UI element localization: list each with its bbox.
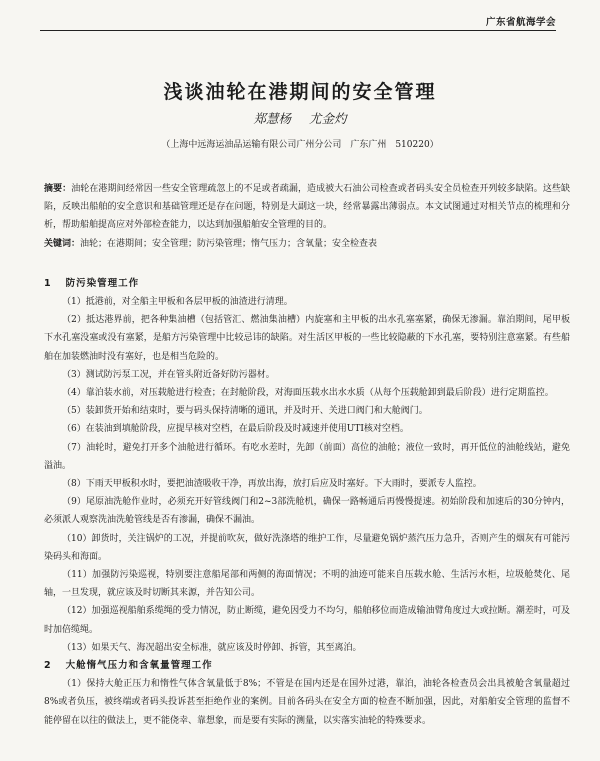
keywords-label: 关键词： bbox=[44, 238, 81, 249]
list-item: （10）卸货时，关注锅炉的工况，并提前吹灰，做好洗涤塔的维护工作，尽量避免锅炉蒸汽压力急升，否则产生的烟灰有可能污染码头和海面。 bbox=[44, 533, 570, 562]
abstract-label: 摘要： bbox=[44, 184, 72, 194]
list-item: （6）在装油到填舱阶段，应提早核对空档，在最后阶段及时减速并使用UTI核对空档。 bbox=[62, 424, 409, 435]
article-title: 浅谈油轮在港期间的安全管理 bbox=[163, 80, 437, 103]
list-item: （2）抵达港界前，把各种集油槽（包括管汇、燃油集油槽）内旋塞和主甲板的出水孔塞塞紧，确保无渗漏。靠泊期间，尾甲板下水孔塞没塞或没有塞紧，是船方污染管理中比较忌讳的缺陷。对生活区甲板的一些比较隐蔽的下水孔塞，要特别注意塞紧。有些船舶在加装燃油时没有塞好，也是相当危险的。 bbox=[44, 315, 570, 362]
section-number: 2 bbox=[44, 660, 52, 672]
authors bbox=[0, 109, 600, 127]
section-title: 大舱惰气压力和含氧量管理工作 bbox=[65, 660, 213, 672]
list-item: （9）尾原油洗舱作业时，必须充开好管线阀门和2~3部洗舱机，确保一路畅通后再慢慢提速。初始阶段和加速后的30分钟内，必须派人观察洗油洗舱管线是否有渗漏，确保不漏油。 bbox=[44, 497, 570, 526]
list-item: （13）如果天气、海况超出安全标准，就应该及时停卸、拆管，其至离泊。 bbox=[62, 642, 362, 653]
section-number: 1 bbox=[44, 277, 52, 289]
list-item: （3）测试防污泵工况，并在管头附近备好防污器材。 bbox=[62, 369, 275, 380]
list-item: （11）加强防污染巡视，特别要注意船尾部和两侧的海面情况；不明的油迹可能来自压载水舱、生活污水柜，垃圾舱焚化、尾轴，一旦发现，就应该及时切断其来源，并告知公司。 bbox=[44, 570, 570, 599]
abstract bbox=[44, 180, 570, 235]
keywords-text: 油轮；在港期间；安全管理；防污染管理；惰气压力；含氧量；安全检查表 bbox=[80, 238, 378, 249]
section-heading bbox=[44, 657, 570, 675]
section-heading bbox=[44, 275, 570, 293]
list-item: （12）加强巡视船舶系缆绳的受力情况，防止断缆，避免因受力不均匀，船舶移位而造成输油臂角度过大或拉断。潮差时，可及时加倍缆绳。 bbox=[44, 606, 570, 635]
author-name: 尤金灼 bbox=[308, 111, 347, 126]
list-item: （8）下雨天甲板积水时，要把油渣吸收干净，再放出海，放打后应及时塞好。下大雨时，要派专人监控。 bbox=[62, 479, 482, 490]
list-item: （4）靠泊装水前，对压载舱进行检查；在封舱阶段，对海面压载水出水水质（从每个压载舱卸到最后阶段）进行定期监控。 bbox=[62, 388, 554, 399]
list-item: （1）保持大舱正压力和惰性气体含氧量低于8%；不管是在国内还是在国外过港，靠泊，油轮各检查员会出具被舱含氧量超过8%或者负压，被终端或者码头投诉甚至拒绝作业的案例。目前各码头在安全方面的检查不断加强，因此，对船舶安全管理的监督不能停留在以往的做法上，更不能侥幸、靠想象，而是要有实际的测量，以实落实油轮的特殊要求。 bbox=[44, 679, 570, 726]
abstract-text: 油轮在港期间经常因一些安全管理疏忽上的不足或者疏漏，造成被大石油公司检查或者码头安全员检查开列较多缺陷。这些缺陷，反映出船舶的安全意识和基础管理还是存在问题，特别是大副这一块，经常暴露出薄弱点。本文试图通过对相关节点的梳理和分析，帮助船舶提高应对外部检查能力，以达到加强船舶安全管理的目的。 bbox=[44, 184, 570, 231]
sections bbox=[44, 275, 570, 730]
header-rule bbox=[40, 30, 556, 31]
list-item: （7）油轮时，避免打开多个油舱进行循环。有吃水差时，先卸（前面）高位的油舱；液位一致时，再开低位的油舱线站，避免溢油。 bbox=[44, 442, 570, 471]
keywords bbox=[44, 235, 570, 253]
affiliation: （上海中远海运油品运输有限公司广州分公司 广东广州 510220） bbox=[161, 140, 439, 150]
list-item: （5）装卸货开始和结束时，要与码头保持清晰的通讯，并及时开、关进口阀门和大舱阀门。 bbox=[62, 406, 428, 417]
article-body bbox=[44, 180, 570, 730]
section-title: 防污染管理工作 bbox=[65, 277, 140, 289]
journal-header: 广东省航海学会 bbox=[485, 17, 556, 28]
list-item: （1）抵港前，对全船主甲板和各层甲板的油渣进行清理。 bbox=[62, 297, 293, 308]
author-name: 郑慧杨 bbox=[253, 111, 291, 126]
